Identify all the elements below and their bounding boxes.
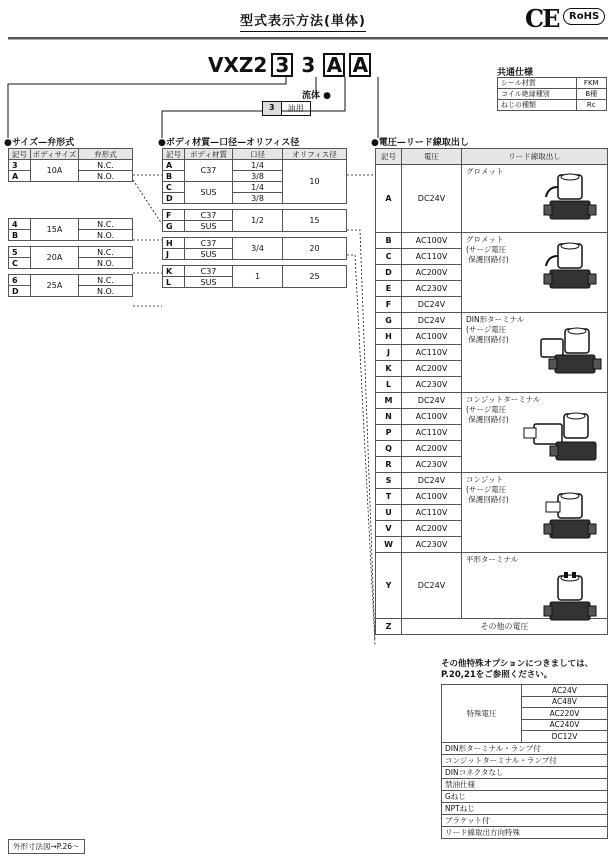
- table-cell: B種: [576, 89, 606, 100]
- common-spec-table: [497, 77, 607, 111]
- table-cell: K: [163, 266, 185, 277]
- table-cell: P: [376, 425, 402, 441]
- table-row: [442, 778, 608, 790]
- table-cell: 1/4: [233, 160, 283, 171]
- table-cell: AC100V: [402, 233, 462, 249]
- grommet-surge-valve-image: [540, 240, 598, 298]
- table-cell: シール材質: [498, 78, 577, 89]
- table-cell: D: [9, 286, 31, 297]
- table-cell: 3: [9, 160, 31, 171]
- table-row: [442, 766, 608, 778]
- table-row: [9, 247, 133, 258]
- table-cell: 禁油仕様: [442, 778, 608, 790]
- table-cell: J: [163, 249, 185, 260]
- model-part-fluid: 3: [301, 53, 316, 77]
- table-cell: N.C.: [79, 275, 133, 286]
- table-cell: AC230V: [402, 537, 462, 553]
- table-cell: コンジットターミナル・ランプ付: [442, 754, 608, 766]
- table-cell: N.O.: [79, 258, 133, 269]
- table-cell: 1: [233, 266, 283, 288]
- table-cell: DC12V: [522, 731, 608, 743]
- table-cell: H: [163, 238, 185, 249]
- table-cell: 3/8: [233, 193, 283, 204]
- dimension-reference-link[interactable]: 外形寸法図→P.26〜: [8, 839, 85, 854]
- table-cell: AC240V: [522, 719, 608, 731]
- options-note: その他特殊オプションにつきましては、 P.20,21をご参照ください。: [441, 659, 594, 680]
- flat-terminal-valve-image: [540, 572, 598, 630]
- table-row: [163, 160, 347, 171]
- table-cell: A: [163, 160, 185, 171]
- fluid-value: 油用: [287, 104, 304, 113]
- table-cell: N: [376, 409, 402, 425]
- table-cell: 15A: [31, 219, 79, 241]
- table-cell: B: [376, 233, 402, 249]
- body-section-title: ●ボディ材質—口径—オリフィス径: [158, 138, 300, 148]
- table-row: [163, 238, 347, 249]
- table-cell: AC48V: [522, 696, 608, 708]
- model-prefix: VXZ2: [208, 53, 268, 77]
- table-cell: 10A: [31, 160, 79, 182]
- table-cell: 10: [283, 160, 347, 204]
- table-cell: ボディ材質: [185, 149, 233, 160]
- table-cell: N.O.: [79, 286, 133, 297]
- table-cell: D: [163, 193, 185, 204]
- table-cell: SUS: [185, 277, 233, 288]
- table-cell: その他の電圧: [402, 619, 608, 635]
- table-cell: リード線取出し: [462, 149, 608, 165]
- table-cell: J: [376, 345, 402, 361]
- table-cell: 3/4: [233, 238, 283, 260]
- lead-cell-grommet: グロメット: [462, 165, 608, 233]
- table-cell: 口径: [233, 149, 283, 160]
- table-cell: AC24V: [522, 685, 608, 697]
- table-row: [9, 160, 133, 171]
- table-cell: W: [376, 537, 402, 553]
- table-cell: AC100V: [402, 489, 462, 505]
- table-row: [442, 754, 608, 766]
- table-cell: DC24V: [402, 393, 462, 409]
- table-cell: SUS: [185, 182, 233, 204]
- model-part-body: A: [323, 53, 345, 77]
- table-cell: K: [376, 361, 402, 377]
- table-cell: AC110V: [402, 425, 462, 441]
- table-header-row: [9, 149, 133, 160]
- table-cell: L: [376, 377, 402, 393]
- table-cell: N.O.: [79, 171, 133, 182]
- ce-mark-logo: CE: [525, 4, 559, 33]
- table-header-row: [163, 149, 347, 160]
- common-spec-title: 共通仕様: [497, 68, 534, 78]
- table-cell: C37: [185, 160, 233, 182]
- table-cell: Q: [376, 441, 402, 457]
- table-row: [163, 266, 347, 277]
- table-cell: 25: [283, 266, 347, 288]
- table-cell: DINコネクタなし: [442, 766, 608, 778]
- table-cell: 3/8: [233, 171, 283, 182]
- table-row: [442, 802, 608, 814]
- table-cell: F: [376, 297, 402, 313]
- table-row: [442, 790, 608, 802]
- table-cell: T: [376, 489, 402, 505]
- table-cell: AC110V: [402, 345, 462, 361]
- table-cell: 5: [9, 247, 31, 258]
- table-cell: 20A: [31, 247, 79, 269]
- size-section-title: ●サイズ—弁形式: [4, 138, 75, 148]
- model-part-voltage: A: [349, 53, 371, 77]
- table-cell: Z: [376, 619, 402, 635]
- table-cell: 特殊電圧: [442, 685, 522, 743]
- table-row: [498, 89, 607, 100]
- table-cell: N.O.: [79, 230, 133, 241]
- table-row: [442, 685, 608, 697]
- table-cell: 記号: [376, 149, 402, 165]
- table-cell: AC200V: [402, 521, 462, 537]
- table-cell: AC230V: [402, 377, 462, 393]
- table-cell: C: [9, 258, 31, 269]
- table-row: [376, 393, 608, 409]
- table-cell: 記号: [9, 149, 31, 160]
- table-cell: C: [163, 182, 185, 193]
- table-cell: 4: [9, 219, 31, 230]
- table-cell: AC110V: [402, 505, 462, 521]
- table-cell: C: [376, 249, 402, 265]
- grommet-valve-image: [540, 171, 598, 229]
- table-cell: AC220V: [522, 708, 608, 720]
- table-cell: DC24V: [402, 473, 462, 489]
- table-cell: N.C.: [79, 219, 133, 230]
- table-cell: コイル絶縁種別: [498, 89, 577, 100]
- table-cell: L: [163, 277, 185, 288]
- table-cell: H: [376, 329, 402, 345]
- table-row: [442, 742, 608, 754]
- table-cell: 1/4: [233, 182, 283, 193]
- table-cell: AC230V: [402, 281, 462, 297]
- lead-cell-flat-terminal: 平形ターミナル: [462, 553, 608, 619]
- table-cell: 1/2: [233, 210, 283, 232]
- table-cell: Gねじ: [442, 790, 608, 802]
- table-cell: 25A: [31, 275, 79, 297]
- table-cell: FKM: [576, 78, 606, 89]
- table-cell: リード線取出方向特殊: [442, 826, 608, 838]
- table-cell: AC100V: [402, 329, 462, 345]
- conduit-valve-image: [540, 490, 598, 548]
- lead-cell-grommet-surge: グロメット (サージ電圧 保護回路付): [462, 233, 608, 313]
- table-cell: [9, 182, 133, 219]
- table-cell: C37: [185, 210, 233, 221]
- header-rule: [8, 37, 608, 40]
- table-cell: オリフィス径: [283, 149, 347, 160]
- table-cell: AC200V: [402, 441, 462, 457]
- table-cell: C37: [185, 266, 233, 277]
- table-cell: SUS: [185, 221, 233, 232]
- table-header-row: [376, 149, 608, 165]
- table-cell: M: [376, 393, 402, 409]
- table-cell: V: [376, 521, 402, 537]
- table-cell: E: [376, 281, 402, 297]
- options-table: [441, 684, 608, 839]
- table-row: [9, 275, 133, 286]
- rohs-mark-logo: RoHS: [563, 8, 605, 25]
- table-row: [9, 219, 133, 230]
- table-cell: Rc: [576, 100, 606, 111]
- table-cell: G: [163, 221, 185, 232]
- table-cell: DC24V: [402, 553, 462, 619]
- table-cell: G: [376, 313, 402, 329]
- conduit-terminal-valve-image: [520, 410, 602, 468]
- table-row: [498, 100, 607, 111]
- table-cell: A: [376, 165, 402, 233]
- table-cell: ねじの種類: [498, 100, 577, 111]
- table-row: [163, 210, 347, 221]
- size-table: [8, 148, 133, 297]
- table-cell: 記号: [163, 149, 185, 160]
- model-code: [208, 53, 371, 77]
- table-row: [498, 78, 607, 89]
- table-cell: N.C.: [79, 247, 133, 258]
- lead-cell-din: DIN形ターミナル (サージ電圧 保護回路付): [462, 313, 608, 393]
- table-cell: 15: [283, 210, 347, 232]
- table-cell: U: [376, 505, 402, 521]
- table-cell: AC100V: [402, 409, 462, 425]
- table-cell: B: [163, 171, 185, 182]
- table-row: [442, 814, 608, 826]
- table-cell: S: [376, 473, 402, 489]
- table-cell: 弁形式: [79, 149, 133, 160]
- table-cell: 6: [9, 275, 31, 286]
- table-cell: SUS: [185, 249, 233, 260]
- table-cell: Y: [376, 553, 402, 619]
- table-cell: AC230V: [402, 457, 462, 473]
- table-cell: ブラケット付: [442, 814, 608, 826]
- table-cell: N.C.: [79, 160, 133, 171]
- table-cell: AC200V: [402, 265, 462, 281]
- table-row: [376, 473, 608, 489]
- lead-cell-conduit: コンジット (サージ電圧 保護回路付): [462, 473, 608, 553]
- table-cell: 電圧: [402, 149, 462, 165]
- din-terminal-valve-image: [535, 325, 605, 383]
- table-cell: D: [376, 265, 402, 281]
- table-cell: DC24V: [402, 297, 462, 313]
- table-cell: NPTねじ: [442, 802, 608, 814]
- fluid-code: 3: [263, 102, 282, 115]
- table-cell: DIN形ターミナル・ランプ付: [442, 742, 608, 754]
- table-cell: C37: [185, 238, 233, 249]
- fluid-table: [262, 101, 311, 116]
- table-cell: B: [9, 230, 31, 241]
- fluid-label: 流体 ●: [302, 91, 332, 101]
- table-cell: F: [163, 210, 185, 221]
- table-cell: R: [376, 457, 402, 473]
- model-part-size: 3: [271, 53, 293, 77]
- table-cell: DC24V: [402, 165, 462, 233]
- table-cell: ボディサイズ: [31, 149, 79, 160]
- table-cell: DC24V: [402, 313, 462, 329]
- table-cell: 20: [283, 238, 347, 260]
- lead-cell-conduit-terminal: コンジットターミナル (サージ電圧 保護回路付): [462, 393, 608, 473]
- page-title: 型式表示方法(単体): [240, 10, 366, 32]
- body-table: [162, 148, 347, 288]
- table-row: [442, 826, 608, 838]
- voltage-section-title: ●電圧—リード線取出し: [371, 138, 469, 148]
- table-cell: A: [9, 171, 31, 182]
- table-cell: AC200V: [402, 361, 462, 377]
- table-cell: AC110V: [402, 249, 462, 265]
